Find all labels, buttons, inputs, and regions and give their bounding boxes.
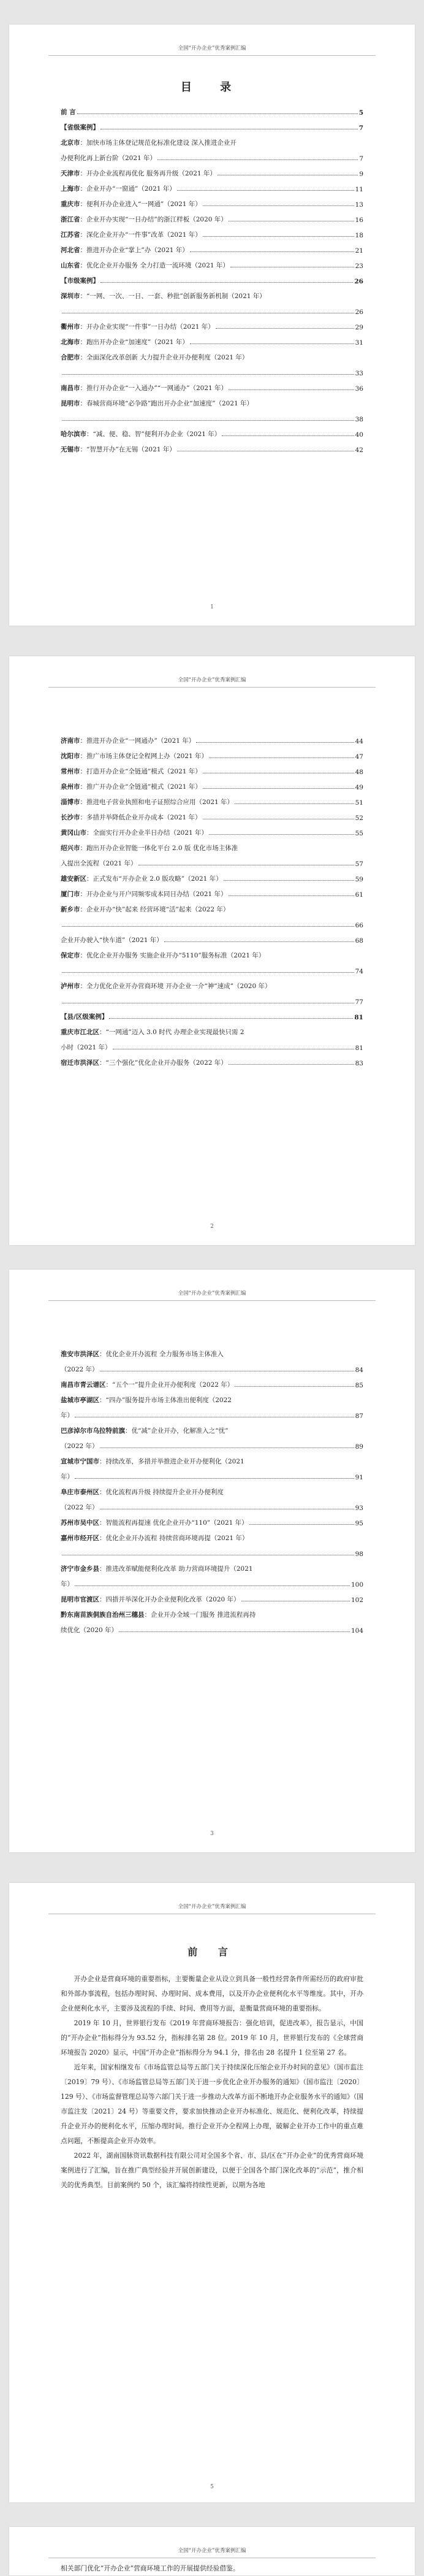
- toc-entry[interactable]: [61, 178, 363, 193]
- toc-page-number: 66: [355, 922, 363, 929]
- toc-page-number: 74: [355, 968, 363, 975]
- toc-entry-label: ：“五个一”提升企业开办便利度（2022 年）: [105, 1381, 234, 1389]
- toc-entry-label: ：正式发布“开办企业 2.0 版攻略”（2021 年）: [86, 875, 222, 883]
- toc-page-number: 52: [355, 815, 363, 822]
- toc-entry-region: 宿迁市洪泽区: [61, 1059, 99, 1067]
- toc-leader-dots: [229, 389, 354, 390]
- toc-entry[interactable]: [61, 807, 363, 822]
- toc-entry-region: 泸州市: [61, 983, 80, 990]
- toc-leader-dots: [157, 159, 358, 160]
- toc-entry-region: 重庆市: [61, 201, 80, 208]
- toc-entry[interactable]: [61, 193, 363, 209]
- toc-page-number: 100: [350, 1581, 363, 1589]
- preface-paragraph: 2019 年 10 月，世界银行发布《2019 年营商环境报告：强化培训，促进改革》，报告显示，中国的“开办企业”指标得分为 93.52 分，指标排名第 28 位。2019 年 10 月，世界银行发布的《全球营商环境报告 2020》显示，中国“开办企业”指标得分为 94.1 分，排名由 28 名提升 1 位至第 27 名。: [61, 2019, 363, 2057]
- toc-leader-dots: [190, 251, 354, 252]
- toc-entry-region: 宣城市宁国市: [61, 1458, 99, 1465]
- toc-entry-label: ：开办企业与开户同频零成本同日办结（2021 年）: [80, 891, 227, 898]
- toc-entry-region: 新乡市: [61, 906, 80, 913]
- toc-entry-continued[interactable]: [61, 362, 363, 377]
- toc-page-number: 21: [355, 247, 363, 255]
- toc-leader-dots: [209, 834, 354, 835]
- toc-leader-dots: [62, 420, 354, 421]
- toc-page-number: 18: [355, 232, 363, 239]
- toc-entry-label: ：企业开办全域一门服务 推进流程再持: [144, 1611, 256, 1619]
- toc-entry-label: ：智能流程再提速 优化企业开办“110”（2021 年）: [99, 1519, 248, 1527]
- toc-entry-region: 济南市: [61, 737, 80, 745]
- toc-entry[interactable]: [61, 117, 363, 132]
- toc-entry-region: 济宁市金乡县: [61, 1565, 99, 1573]
- toc-entry-label: ：全面实行开办企业半日办结（2021 年）: [86, 829, 208, 837]
- toc-page-number: 16: [355, 217, 363, 224]
- toc-entry[interactable]: [61, 822, 363, 837]
- toc-page-number: 102: [350, 1597, 363, 1604]
- toc-page-number: 68: [355, 937, 363, 945]
- toc-entry[interactable]: [61, 929, 363, 945]
- toc-leader-dots: [229, 1064, 354, 1065]
- toc-entry-label: ：优化企业开办流程 持续营商环境再提（2021 年）: [99, 1535, 249, 1542]
- toc-entry[interactable]: [61, 1052, 363, 1067]
- toc-entry[interactable]: [61, 101, 363, 117]
- toc-entry[interactable]: [61, 1420, 363, 1435]
- toc-entry-label: ：多措并举降低企业开办成本（2021 年）: [80, 814, 202, 821]
- toc-entry[interactable]: [61, 331, 363, 347]
- toc-entry-continued[interactable]: [61, 1037, 363, 1052]
- toc-entry[interactable]: [61, 883, 363, 899]
- toc-entry[interactable]: [61, 1558, 363, 1573]
- toc-page-number: 33: [355, 370, 363, 377]
- toc-page-number: 104: [350, 1627, 363, 1635]
- toc-entry[interactable]: [61, 730, 363, 745]
- toc-page-number: 44: [355, 738, 363, 745]
- page-number: 2: [210, 1224, 214, 1230]
- toc-entry-region: 淄博市: [61, 799, 80, 806]
- toc-list: [61, 1343, 363, 1635]
- page-number: 5: [210, 2484, 214, 2490]
- toc-page-number: 77: [355, 999, 363, 1006]
- toc-entry-region: 长沙市: [61, 814, 80, 821]
- toc-entry-region: 昆明市官渡区: [61, 1596, 99, 1603]
- toc-entry[interactable]: [61, 975, 363, 991]
- toc-entry-label: ：推进改革赋能便利化改革 助力营商环境提升（2021: [99, 1565, 253, 1573]
- toc-page-number: 36: [355, 385, 363, 393]
- toc-page-number: 51: [355, 799, 363, 807]
- toc-entry-continued[interactable]: [61, 301, 363, 316]
- toc-entry-region: 江苏省: [61, 231, 80, 239]
- toc-entry-label: ：“减、便、稳、智”便利开办企业（2021 年）: [86, 431, 221, 438]
- toc-entry[interactable]: [61, 423, 363, 439]
- toc-entry-region: 衢州市: [61, 323, 80, 331]
- toc-entry-region: 泉州市: [61, 783, 80, 791]
- toc-entry[interactable]: [61, 1604, 363, 1619]
- toc-entry-label: ：春城营商环境“必争路”跑出开办企业“加速度”（2021 年）: [80, 400, 254, 407]
- document-page-5: [9, 2527, 415, 2575]
- toc-page-number: 13: [355, 201, 363, 209]
- toc-leader-dots: [100, 282, 353, 283]
- toc-entry-label: （2022 年）: [61, 1366, 99, 1373]
- toc-entry-label: ：推广开办企业“全链通”模式（2021 年）: [80, 783, 202, 791]
- toc-page-number: 42: [355, 447, 363, 454]
- toc-entry[interactable]: [61, 163, 363, 178]
- toc-entry-continued[interactable]: [61, 914, 363, 929]
- toc-leader-dots: [203, 788, 354, 789]
- preface-paragraph: 2022 年，湖南国脉资讯数据科技有限公司对全国多个省、市、县/区在“开办企业”的优秀营商环境案例进行了汇编，旨在推广典型经验并开展创新建设，以便于全国各个部门深化改革的“示范”，推介相关的优秀典型。目前案例约 50 个，该汇编将持续性更新，以期为各地: [61, 2152, 363, 2189]
- toc-entry-region: 黄冈山市: [61, 829, 86, 837]
- document-page-1: [9, 25, 415, 626]
- toc-entry-continued[interactable]: [61, 1543, 363, 1558]
- toc-page-number: 59: [355, 876, 363, 883]
- toc-entry-label: （2022 年）: [61, 1504, 99, 1511]
- toc-leader-dots: [62, 972, 354, 973]
- document-page-3: [9, 1270, 415, 1852]
- toc-entry-region: 合肥市: [61, 354, 80, 361]
- toc-page-number: 31: [355, 339, 363, 347]
- toc-entry-label: ：“一网、一次、一日、一套、秒批”创新服务新机制（2021 年）: [80, 293, 266, 300]
- toc-entry-region: 南昌市: [61, 385, 80, 392]
- toc-entry-continued[interactable]: [61, 1435, 363, 1451]
- toc-leader-dots: [203, 236, 354, 237]
- toc-entry[interactable]: [61, 837, 363, 853]
- toc-entry-region: 苏州市吴中区: [61, 1519, 99, 1527]
- toc-leader-dots: [229, 895, 354, 896]
- toc-entry-label: （2022 年）: [61, 1443, 99, 1450]
- toc-entry-label: ：企业开办“一窗通”（2021 年）: [80, 185, 176, 193]
- toc-entry-label: ：推进电子营业执照和电子证照综合应用（2021 年）: [80, 799, 234, 806]
- toc-entry-label: ：四措并举深化开办企业便利化改革（2020 年）: [99, 1596, 240, 1603]
- toc-entry-label: ：企业开办实现“一日办结”的浙江样板（2020 年）: [80, 216, 227, 223]
- toc-entry-continued[interactable]: [61, 1619, 363, 1635]
- toc-page-number: 89: [355, 1443, 363, 1451]
- toc-entry-label: 企业开办驶入“快车道”（2021 年）: [61, 937, 163, 944]
- toc-entry[interactable]: [61, 899, 363, 914]
- toc-entry[interactable]: [61, 393, 363, 408]
- toc-page-number: 61: [355, 891, 363, 899]
- toc-entry-region: 保定市: [61, 952, 80, 959]
- toc-entry-region: 雄安新区: [61, 875, 86, 883]
- toc-entry-label: ：深化企业开办“一件事”改革（2021 年）: [80, 231, 202, 239]
- toc-leader-dots: [249, 1524, 354, 1525]
- toc-entry-region: 上海市: [61, 185, 80, 193]
- toc-page-number: 93: [355, 1505, 363, 1512]
- toc-entry[interactable]: [61, 1374, 363, 1389]
- toc-entry-region: 河北省: [61, 247, 80, 254]
- toc-page-number: 38: [355, 416, 363, 423]
- toc-leader-dots: [177, 190, 354, 191]
- toc-entry[interactable]: [61, 1021, 363, 1037]
- toc-page-number: 26: [354, 278, 363, 285]
- toc-entry-label: ：开办企业实现“一件事”一日办结（2021 年）: [80, 323, 214, 331]
- page-header: 全国“开办企业”优秀案例汇编: [48, 43, 376, 56]
- toc-entry-region: 盐城市亭湖区: [61, 1397, 99, 1404]
- page-number: 3: [210, 1831, 214, 1837]
- toc-entry[interactable]: [61, 347, 363, 362]
- toc-entry[interactable]: [61, 255, 363, 270]
- toc-entry-label: ：优“减”企业开办，化解准入之“忧”: [125, 1427, 229, 1435]
- toc-entry-continued[interactable]: [61, 853, 363, 868]
- toc-entry-region: 南昌市青云谱区: [61, 1381, 106, 1389]
- toc-leader-dots: [109, 1018, 353, 1019]
- toc-leader-dots: [62, 374, 354, 375]
- preface-continued-text: 相关部门优化“开办企业”营商环境工作的开展提供经验借鉴。: [61, 2564, 240, 2572]
- toc-entry-continued[interactable]: [61, 960, 363, 975]
- toc-entry-label: ：全力优化企业开办营商环境 开办企业一介“神”速成”（2020 年）: [80, 983, 271, 990]
- toc-entry-label: 办便利化再上新台阶（2021 年）: [61, 155, 157, 162]
- toc-entry-label: ：开办企业流程再优化 服务再升级（2021 年）: [80, 170, 216, 177]
- toc-entry-label: ：打造开办企业“全链通”模式（2021 年）: [80, 768, 202, 775]
- toc-leader-dots: [235, 1386, 354, 1387]
- toc-leader-dots: [216, 328, 354, 329]
- toc-entry-label: 续优化（2020 年）: [61, 1627, 118, 1634]
- toc-entry-continued[interactable]: [61, 1497, 363, 1512]
- toc-entry[interactable]: [61, 224, 363, 239]
- page-header: 全国“开办企业”优秀案例汇编: [48, 675, 376, 688]
- toc-entry-label: ：“智慧开办”在无锡（2021 年）: [80, 446, 176, 453]
- toc-page-number: 9: [359, 171, 363, 178]
- toc-entry-region: 重庆市江北区: [61, 1029, 99, 1036]
- toc-entry-region: 北京市: [61, 139, 80, 147]
- page-header: 全国“开办企业”优秀案例汇编: [48, 1901, 376, 1914]
- toc-title: 目 录: [180, 81, 244, 94]
- toc-entry[interactable]: [61, 1481, 363, 1497]
- toc-entry[interactable]: [61, 209, 363, 224]
- toc-entry-region: 哈尔滨市: [61, 431, 86, 438]
- document-page-2: [9, 656, 415, 1245]
- toc-entry-label: ：“一网通”迈入 3.0 时代 办理企业实现最快只需 2: [99, 1029, 244, 1036]
- toc-entry-label: 小时（2021 年）: [61, 1044, 112, 1051]
- preface-continued: [61, 2561, 363, 2576]
- toc-page-number: 7: [359, 155, 363, 163]
- toc-leader-dots: [209, 757, 354, 758]
- toc-entry[interactable]: [61, 761, 363, 776]
- toc-page-number: 5: [358, 109, 363, 117]
- toc-entry-continued[interactable]: [61, 1466, 363, 1481]
- toc-page-number: 26: [355, 309, 363, 316]
- toc-leader-dots: [196, 742, 354, 743]
- toc-leader-dots: [164, 941, 354, 942]
- toc-entry[interactable]: [61, 776, 363, 791]
- toc-entry[interactable]: [61, 1343, 363, 1359]
- preface-title: 前 言: [187, 1946, 237, 1958]
- page-number: 1: [210, 604, 214, 610]
- toc-entry[interactable]: [61, 945, 363, 960]
- toc-entry-label: 【市级案例】: [61, 277, 99, 285]
- toc-leader-dots: [100, 1447, 354, 1448]
- toc-entry[interactable]: [61, 377, 363, 393]
- toc-entry-label: ：优化企业开办服务 全力打造一流环境（2021 年）: [80, 262, 229, 269]
- toc-entry-label: 【县/区级案例】: [61, 1013, 108, 1021]
- toc-entry[interactable]: [61, 316, 363, 331]
- toc-entry[interactable]: [61, 1527, 363, 1543]
- toc-entry-label: ：“三个强化”优化企业开办服务（2022 年）: [99, 1059, 227, 1067]
- toc-entry-label: ：优化企业开办流程 全力服务市场主体准入: [99, 1351, 224, 1358]
- toc-page-number: 40: [355, 431, 363, 439]
- toc-entry-label: ：推进开办企业“掌上”办（2021 年）: [80, 247, 189, 254]
- toc-entry[interactable]: [61, 1512, 363, 1527]
- toc-entry-region: 山东省: [61, 262, 80, 269]
- toc-page-number: 7: [358, 125, 363, 132]
- toc-page-number: 29: [355, 324, 363, 331]
- toc-entry-label: 【省级案例】: [61, 124, 99, 131]
- toc-entry-region: 淮安市洪泽区: [61, 1351, 99, 1358]
- toc-entry[interactable]: [61, 270, 363, 285]
- toc-page-number: 47: [355, 753, 363, 761]
- toc-entry-label: ：优化流程再升级 持续提升企业开办便利度: [99, 1489, 224, 1496]
- toc-entry[interactable]: [61, 439, 363, 454]
- toc-entry-region: 厦门市: [61, 891, 80, 898]
- toc-page-number: 91: [355, 1474, 363, 1481]
- toc-leader-dots: [75, 1478, 354, 1479]
- toc-leader-dots: [119, 1631, 350, 1632]
- toc-entry-label: ：全面深化改革创新 大力提升企业开办便利度（2021 年）: [80, 354, 249, 361]
- toc-list: [61, 730, 363, 1067]
- toc-entry[interactable]: [61, 132, 363, 147]
- toc-entry-continued[interactable]: [61, 1573, 363, 1589]
- toc-page-number: 23: [355, 263, 363, 270]
- toc-entry-label: ：推行开办企业“一入通办”“一网通办”（2021 年）: [80, 385, 228, 392]
- toc-entry-region: 嘉州市经开区: [61, 1535, 99, 1542]
- toc-entry-label: ：推进开办企业“一网通办”（2021 年）: [80, 737, 195, 745]
- toc-entry-label: 年）: [61, 1581, 74, 1588]
- toc-entry-label: ：跑出开办企业“加速度”（2021 年）: [80, 339, 189, 346]
- toc-entry-label: ：加快市场主体登记规范化标准化建设 深入推进企业开: [80, 139, 237, 147]
- toc-entry-continued[interactable]: [61, 1405, 363, 1420]
- toc-page-number: 84: [355, 1367, 363, 1374]
- toc-entry-region: 黔东南苗族侗族自治州三穗县: [61, 1611, 145, 1619]
- toc-entry-label: ：企业开办“快”起来 经营环境“活”起来（2022 年）: [80, 906, 230, 913]
- toc-entry[interactable]: [61, 1006, 363, 1021]
- toc-entry-label: ：便利开办企业进入“一网通”（2021 年）: [80, 201, 202, 208]
- toc-entry-region: 昆明市: [61, 400, 80, 407]
- toc-leader-dots: [75, 1585, 350, 1586]
- toc-entry-region: 无锡市: [61, 446, 80, 453]
- toc-leader-dots: [235, 803, 354, 804]
- document-page-4: [9, 1883, 415, 2502]
- toc-entry-region: 常州市: [61, 768, 80, 775]
- toc-entry[interactable]: [61, 745, 363, 761]
- toc-entry[interactable]: [61, 239, 363, 255]
- toc-entry-continued[interactable]: [61, 408, 363, 423]
- toc-entry-continued[interactable]: [61, 147, 363, 163]
- page-header: 全国“开办企业”优秀案例汇编: [48, 1288, 376, 1301]
- toc-entry-region: 阜庄市泰州区: [61, 1489, 99, 1496]
- toc-entry-region: 北海市: [61, 339, 80, 346]
- toc-entry[interactable]: [61, 1389, 363, 1405]
- toc-leader-dots: [62, 926, 354, 927]
- toc-entry-region: 绍兴市: [61, 845, 80, 852]
- toc-entry-region: 天津市: [61, 170, 80, 177]
- toc-page-number: 57: [355, 861, 363, 868]
- toc-entry-continued[interactable]: [61, 991, 363, 1006]
- toc-page-number: 11: [355, 186, 363, 193]
- toc-page-number: 49: [355, 784, 363, 791]
- toc-entry-label: 年）: [61, 1473, 74, 1481]
- toc-page-number: 55: [355, 830, 363, 837]
- toc-leader-dots: [190, 343, 354, 344]
- toc-entry[interactable]: [61, 868, 363, 883]
- preface-paragraph: 近年来，国家相继发布《市场监管总局等五部门关于持续深化压缩企业开办时间的意见》（国市监注〔2019〕79 号）、《市场监管总局等五部门关于进一步优化企业开办服务的通知》（国市监注〔2020〕129 号）、《市场监督管理总局等六部门关于进一步推动大改革方面不断地开办企业服务水平的通知》（国市监注发〔2021〕24 号）等重要文件，要求加快推动企业开办标准化、规范化、便利化改革，持续提升企业开办的便利化水平，压缩办理时间。推行企业开办全程网上办理，破解企业开办工作中的重点难点问题，不断提高企业开办效率。: [61, 2063, 363, 2145]
- toc-entry-label: 入提出全流程（2021 年）: [61, 860, 137, 867]
- toc-leader-dots: [77, 113, 358, 114]
- toc-page-number: 81: [354, 1014, 363, 1021]
- toc-page-number: 48: [355, 769, 363, 776]
- toc-leader-dots: [222, 435, 354, 436]
- toc-page-number: 87: [355, 1413, 363, 1420]
- toc-entry[interactable]: [61, 1589, 363, 1604]
- toc-page-number: 95: [355, 1520, 363, 1527]
- toc-entry-label: ：持续改革，多措并举推进企业开办便利化（2021: [99, 1458, 244, 1465]
- toc-list: [61, 101, 363, 454]
- toc-leader-dots: [224, 880, 354, 881]
- toc-entry-label: 前 言: [61, 109, 76, 116]
- toc-page-number: 83: [355, 1060, 363, 1067]
- toc-entry[interactable]: [61, 791, 363, 807]
- toc-entry-region: 浙江省: [61, 216, 80, 223]
- toc-page-number: 81: [355, 1045, 363, 1052]
- toc-entry-label: ：“四办”服务提升市场主体准出便利度（2022: [99, 1397, 232, 1404]
- preface-paragraph: 开办企业是营商环境的重要指标，主要衡量企业从设立到具备一般性经营条件所需经历的政府审批和外部办事流程，包括办理时间、办理时间、成本费用，以及开办企业便利化水平等维度。其中，开办企业便利化水平，主要涉及流程的手续、时间、费用等方面，是衡量营商环境的重要指标。: [61, 1975, 363, 2012]
- toc-entry-region: 沈阳市: [61, 753, 80, 760]
- toc-entry[interactable]: [61, 1451, 363, 1466]
- toc-entry[interactable]: [61, 285, 363, 301]
- toc-leader-dots: [203, 205, 354, 206]
- toc-entry-label: ：跑出开办企业智能一体化平台 2.0 版 优化市场主体准: [80, 845, 238, 852]
- toc-entry-continued[interactable]: [61, 1359, 363, 1374]
- toc-page-number: 98: [355, 1551, 363, 1558]
- toc-entry-region: 巴彦淖尔市乌拉特前旗: [61, 1427, 125, 1435]
- toc-entry-label: ：推广市场主体登记全程网上办（2021 年）: [80, 753, 208, 760]
- toc-entry-label: 年）: [61, 1412, 74, 1419]
- toc-page-number: 85: [355, 1382, 363, 1389]
- preface-body: [61, 1972, 363, 2193]
- toc-entry-region: 深圳市: [61, 293, 80, 300]
- toc-entry-label: ：优化企业开办服务 实施企业开办“5110”服务标准（2021 年）: [80, 952, 265, 959]
- page-header: 全国“开办企业”优秀案例汇编: [48, 2545, 376, 2558]
